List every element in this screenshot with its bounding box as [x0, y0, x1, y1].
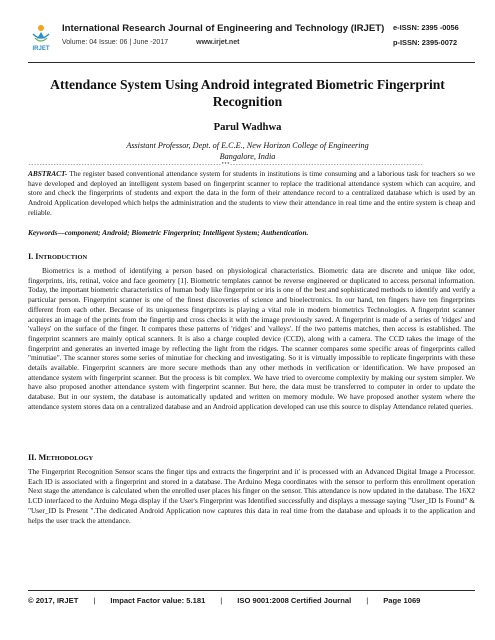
abstract-text: The register based conventional attendance system for students in institutions is time consuming and a laborious task for teachers so we have developed and deployed an intelligent system based on fingerprint scanner to replace the traditional attendance system which can acquire, and store and check the fingerprints of students and export the data in the form of their attendance record to a centralized database which is used by an Android Application developed which helps the administration and the students to view their attendance in real time and the entire system is cheap and reliable. [28, 169, 475, 217]
footer-separator: | [366, 596, 369, 605]
footer-divider [28, 590, 475, 591]
section-title-rest: ETHODOLOGY [46, 455, 94, 462]
author-name: Parul Wadhwa [213, 122, 282, 133]
p-issn: p-ISSN: 2395-0072 [393, 38, 458, 47]
section-heading-introduction [28, 252, 87, 261]
introduction-text: Biometrics is a method of identifying a person based on physiological characteristics. Biometric data are discrete and unique like odor, fingerprints, iris, retinal, voice and face geometry [1]. Biometric templates cannot be reverse engineered or duplicated to access personal information. Today, the important biometric characteristics of human body like fingerprint or iris is one of the best and sophisticated methods to identify and verify a particular person. Fingerprint scanner is one of the finest discoveries of science and bioelectronics. In our hand, ten fingers have ten fingerprints different from each other. Because of its uniqueness fingerprints is playing a vital role in modern biometrics Technologies. A fingerprint scanner acquires an image of the prints from the fingertip and cross checks it with the image previously saved. A fingerprint is made of a series of 'ridges' and 'valleys' on the surface of the finger. It compares these patterns of 'ridges' and 'valleys'. If the two patterns matches, then access is established. The fingerprint scanners are mainly optical scanners. It is also a charge coupled device (CCD), along with a camera. The CCD takes the image of the fingerprint and generates an inverted image by reflecting the light from the ridges. The scanner compares some specific areas of fingerprints called "minutiae". The scanner stores some series of minutiae for checking and investigating. So it is virtually impossible to replicate fingerprints with these details available. Fingerprint scanners are more secure methods than any other methods in verification or identification. We have proposed an attendance system with fingerprint scanner. But the process is bit complex. We have tried to overcome complexity by making our system simpler. We have also proposed another attendance system with fingerprint scanner. But here, the data must be transferred to computer in order to update the database. But in our system, the database is automatically updated and written on memory module. We have proposed another system where the attendance system stores data on a centralized database and an Android application developed can use this source to display Attendance related queries. [28, 266, 475, 411]
methodology-text: The Fingerprint Recognition Sensor scans the finger tips and extracts the fingerprint and it' is processed with an Advanced Digital Image a Processor. Each ID is associated with a fingerprint and stored in a database. The Arduino Mega coordinates with the sensor to perform this enrollment operation Next stage the attendance is calculated when the enrolled user places his finger on the sensor. This attendance is now updated in the database. The 16X2 LCD interfaced to the Arduino Mega display if the User's Fingerprint was Identified successfully and displays a message saying "User_ID Is Found" & "User_ID Is Present ".The dedicated Android Application now captures this data in real time from the database and uploads it to the application and helps the user track the attendance. [28, 467, 475, 525]
copyright: © 2017, IRJET [28, 596, 79, 605]
journal-header [28, 22, 475, 56]
e-issn: e-ISSN: 2395 -0056 [393, 23, 459, 32]
section-number: I. [28, 252, 34, 261]
header-divider [28, 62, 475, 63]
abstract-label: ABSTRACT- [28, 169, 68, 178]
section-title-initial: M [38, 453, 47, 462]
affiliation-line-1: Assistant Professor, Dept. of E.C.E., New Horizon College of Engineering [126, 141, 369, 150]
abstract [28, 169, 475, 218]
author-affiliation [0, 140, 495, 162]
page-footer [28, 596, 475, 605]
footer-separator: | [93, 596, 96, 605]
section-heading-methodology [28, 453, 93, 462]
volume-issue: Volume: 04 Issue: 06 | June -2017 [62, 39, 169, 46]
paper-title: Attendance System Using Android integrated Biometric Fingerprint Recognition [50, 77, 445, 109]
header-issue-line [62, 39, 362, 46]
iso-certification: ISO 9001:2008 Certified Journal [237, 596, 352, 605]
affiliation-line-2: Bangalore, India [219, 152, 276, 161]
journal-name: International Research Journal of Engineering and Technology (IRJET) [62, 23, 385, 34]
section-separator: ---------------------------------------------------------------------***--------------------------------------------------------------------- [28, 162, 423, 168]
journal-website[interactable]: www.irjet.net [196, 39, 240, 46]
keywords: Keywords—component; Android; Biometric Fingerprint; Intelligent System; Authentication. [28, 228, 309, 237]
footer-separator: | [220, 596, 223, 605]
section-number: II. [28, 453, 37, 462]
impact-factor: Impact Factor value: 5.181 [110, 596, 206, 605]
section-title-initial: I [35, 252, 39, 261]
logo-text: IRJET [32, 46, 50, 52]
irjet-logo [28, 22, 54, 52]
header-text [62, 23, 385, 46]
issn-block [393, 23, 475, 47]
page-number: Page 1069 [383, 596, 421, 605]
section-title-rest: NTRODUCTION [38, 254, 88, 261]
